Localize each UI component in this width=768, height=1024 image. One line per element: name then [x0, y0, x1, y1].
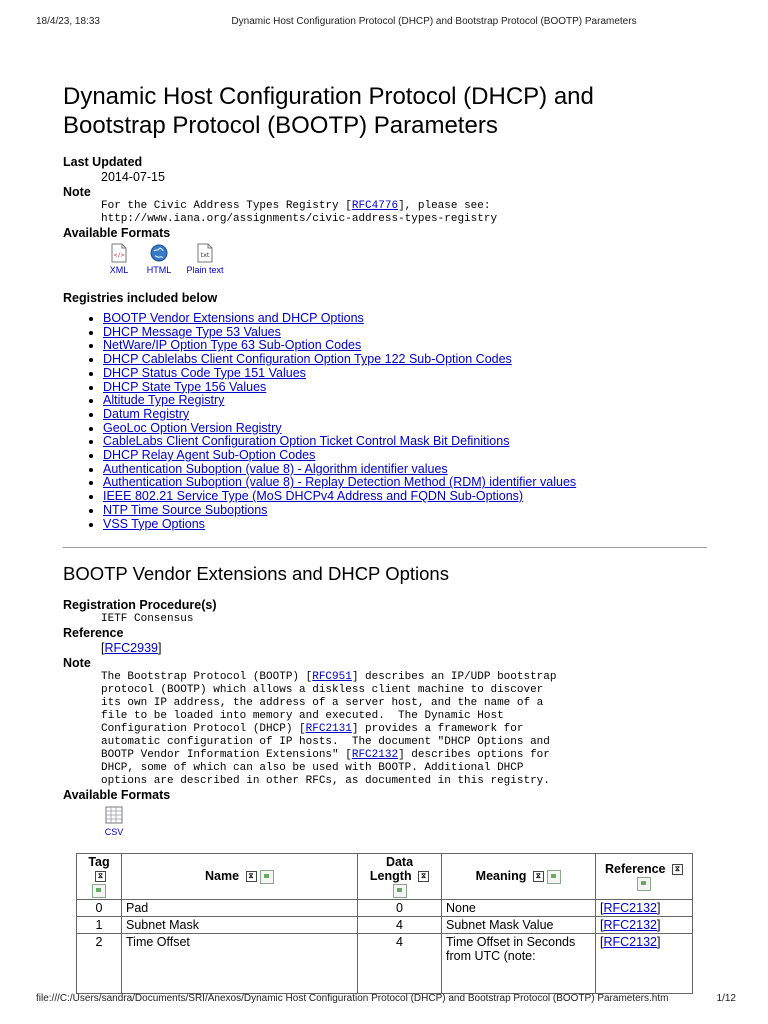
rfc2131-link[interactable]: RFC2131 — [305, 723, 352, 736]
spreadsheet-icon — [104, 805, 124, 825]
registry-link[interactable]: NetWare/IP Option Type 63 Sub-Option Codes — [103, 338, 362, 353]
csv-format-label: CSV — [104, 827, 124, 838]
tag-cell: 1 — [77, 916, 122, 933]
list-item — [103, 408, 713, 422]
broken-image-icon — [547, 870, 561, 884]
list-item — [103, 339, 713, 353]
registry-link[interactable]: GeoLoc Option Version Registry — [103, 420, 282, 435]
note-line: ] describes options for — [398, 749, 550, 762]
rfc4776-link[interactable]: RFC4776 — [351, 200, 399, 212]
note-prefix: For the Civic Address Types Registry [ — [101, 200, 352, 212]
broken-image-icon — [92, 884, 106, 898]
table-header-row — [77, 854, 693, 900]
list-item — [103, 449, 713, 463]
sort-icon[interactable]: ⧖ — [246, 871, 257, 882]
list-item — [103, 518, 713, 532]
print-page-title: Dynamic Host Configuration Protocol (DHCP) and Bootstrap Protocol (BOOTP) Parameters — [231, 16, 637, 27]
list-item — [103, 312, 713, 326]
html-format-link[interactable] — [143, 243, 175, 275]
note-line: protocol (BOOTP) which allows a diskless client machine to discover — [101, 684, 544, 697]
registry-link[interactable]: Altitude Type Registry — [103, 393, 225, 408]
note-line: BOOTP Vendor Information Extensions" [ — [101, 749, 352, 762]
list-item — [103, 353, 713, 367]
plain-text-format-label: Plain text — [186, 265, 224, 275]
tag-cell: 2 — [77, 933, 122, 993]
meaning-cell: Subnet Mask Value — [442, 916, 596, 933]
registry-link[interactable]: Authentication Suboption (value 8) - Replay Detection Method (RDM) identifier values — [103, 475, 577, 490]
available-formats-label: Available Formats — [63, 226, 171, 240]
registry-link[interactable]: Datum Registry — [103, 406, 190, 421]
note-label: Note — [63, 185, 91, 199]
registry-link[interactable]: NTP Time Source Suboptions — [103, 502, 268, 517]
data-length-header[interactable] — [358, 854, 442, 900]
note-line: ] provides a framework for — [351, 723, 524, 736]
reference-cell: [RFC2132] — [596, 916, 693, 933]
xml-format-label: XML — [109, 265, 129, 275]
note-suffix: ], please see: — [398, 200, 491, 212]
name-cell: Subnet Mask — [122, 916, 358, 933]
sort-icon[interactable]: ⧖ — [533, 871, 544, 882]
reference-link[interactable]: RFC2132 — [603, 934, 657, 949]
bootp-options-table — [76, 853, 693, 994]
rfc2939-link[interactable]: RFC2939 — [104, 641, 158, 656]
svg-text:txt: txt — [200, 251, 210, 259]
list-item — [103, 504, 713, 518]
name-header[interactable] — [122, 854, 358, 900]
meaning-header[interactable] — [442, 854, 596, 900]
length-cell: 4 — [358, 916, 442, 933]
table-row — [77, 899, 693, 916]
document-body — [63, 82, 713, 853]
sort-icon[interactable]: ⧖ — [672, 864, 683, 875]
list-item — [103, 490, 713, 504]
rfc951-link[interactable]: RFC951 — [312, 671, 352, 684]
note-line: The Bootstrap Protocol (BOOTP) [ — [101, 671, 313, 684]
registration-procedure-value: IETF Consensus — [101, 613, 194, 626]
registry-link[interactable]: DHCP State Type 156 Values — [103, 379, 267, 394]
note-line: its own IP address, the address of a server host, and the name of a — [101, 697, 544, 710]
table-row — [77, 933, 693, 993]
csv-format-link[interactable] — [103, 805, 125, 837]
name-cell: Time Offset — [122, 933, 358, 993]
note-line: Configuration Protocol (DHCP) [ — [101, 723, 306, 736]
section-note-text — [101, 671, 713, 788]
svg-text:</>: </> — [113, 252, 125, 259]
list-item — [103, 367, 713, 381]
plain-text-format-link[interactable] — [183, 243, 227, 275]
registry-link[interactable]: DHCP Status Code Type 151 Values — [103, 365, 306, 380]
note-text — [101, 200, 713, 226]
reference-label: Reference — [63, 626, 124, 641]
tag-header-label: Tag — [88, 855, 110, 869]
registry-link[interactable]: Authentication Suboption (value 8) - Algorithm identifier values — [103, 461, 448, 476]
section-note-label: Note — [63, 656, 91, 671]
name-cell: Pad — [122, 899, 358, 916]
reference-cell: [RFC2132] — [596, 933, 693, 993]
reference-link[interactable]: RFC2132 — [603, 917, 657, 932]
globe-icon — [149, 243, 169, 263]
registry-link[interactable]: IEEE 802.21 Service Type (MoS DHCPv4 Address and FQDN Sub-Options) — [103, 489, 524, 504]
print-file-path: file:///C:/Users/sandra/Documents/SRI/Anexos/Dynamic Host Configuration Protocol (DHCP) and Bootstrap Protocol (BOOTP) Parameters.htm — [36, 993, 669, 1004]
last-updated-label: Last Updated — [63, 155, 143, 169]
broken-image-icon — [260, 870, 274, 884]
length-cell: 4 — [358, 933, 442, 993]
last-updated-value: 2014-07-15 — [101, 170, 165, 184]
table-row — [77, 916, 693, 933]
text-file-icon — [195, 243, 215, 263]
tag-header[interactable] — [77, 854, 122, 900]
meaning-header-label: Meaning — [475, 869, 527, 883]
data-length-header-label-1: Data — [385, 855, 414, 869]
name-header-label: Name — [204, 869, 240, 883]
registry-link[interactable]: DHCP Relay Agent Sub-Option Codes — [103, 448, 316, 463]
list-item — [103, 394, 713, 408]
print-footer — [0, 993, 768, 1007]
print-header — [0, 16, 768, 30]
registries-label: Registries included below — [63, 291, 218, 305]
section-divider — [63, 547, 707, 548]
reference-header[interactable] — [596, 854, 693, 900]
registry-link[interactable]: BOOTP Vendor Extensions and DHCP Options — [103, 311, 364, 325]
registry-link[interactable]: DHCP Cablelabs Client Configuration Option Type 122 Sub-Option Codes — [103, 352, 512, 367]
list-item — [103, 435, 713, 449]
list-item — [103, 476, 713, 490]
note-line: automatic configuration of IP hosts. The document "DHCP Options and — [101, 736, 550, 749]
note-line: options are described in other RFCs, as documented in this registry. — [101, 775, 550, 788]
list-item — [103, 463, 713, 477]
broken-image-icon — [637, 877, 651, 891]
length-cell: 0 — [358, 899, 442, 916]
data-length-header-label-2: Length — [369, 869, 412, 883]
reference-cell: [RFC2132] — [596, 899, 693, 916]
print-page-number: 1/12 — [716, 993, 736, 1004]
reference-link[interactable]: RFC2132 — [603, 900, 657, 915]
meaning-cell: Time Offset in Seconds from UTC (note: — [442, 933, 596, 993]
note-line: file to be loaded into memory and executed. The Dynamic Host — [101, 710, 504, 723]
note-line: ] describes an IP/UDP bootstrap — [351, 671, 557, 684]
note-url: http://www.iana.org/assignments/civic-address-types-registry — [101, 213, 498, 225]
list-item — [103, 326, 713, 340]
sort-icon[interactable]: ⧖ — [95, 871, 106, 882]
section-formats-label: Available Formats — [63, 788, 171, 803]
print-datetime: 18/4/23, 18:33 — [36, 16, 100, 27]
registry-link[interactable]: VSS Type Options — [103, 516, 205, 531]
reference-header-label: Reference — [605, 862, 666, 876]
xml-file-icon — [109, 243, 129, 263]
broken-image-icon — [393, 884, 407, 898]
list-item — [103, 422, 713, 436]
registries-list — [63, 312, 713, 531]
section-available-formats — [103, 805, 713, 837]
reference-value: [RFC2939] — [101, 641, 162, 656]
tag-cell: 0 — [77, 899, 122, 916]
page-title-line2: Bootstrap Protocol (BOOTP) Parameters — [63, 112, 498, 139]
rfc2132-link[interactable]: RFC2132 — [351, 749, 399, 762]
meaning-cell: None — [442, 899, 596, 916]
registry-link[interactable]: CableLabs Client Configuration Option Ticket Control Mask Bit Definitions — [103, 434, 510, 449]
available-formats — [103, 243, 713, 275]
html-format-label: HTML — [146, 265, 172, 275]
page-title — [63, 82, 713, 140]
note-line: DHCP, some of which can also be used with BOOTP. Additional DHCP — [101, 762, 524, 775]
section-title: BOOTP Vendor Extensions and DHCP Options — [63, 563, 449, 585]
sort-icon[interactable]: ⧖ — [418, 871, 429, 882]
page-title-line1: Dynamic Host Configuration Protocol (DHCP) and — [63, 83, 594, 110]
registration-procedure-label: Registration Procedure(s) — [63, 598, 217, 613]
list-item — [103, 381, 713, 395]
xml-format-link[interactable] — [103, 243, 135, 275]
registry-link[interactable]: DHCP Message Type 53 Values — [103, 324, 281, 339]
